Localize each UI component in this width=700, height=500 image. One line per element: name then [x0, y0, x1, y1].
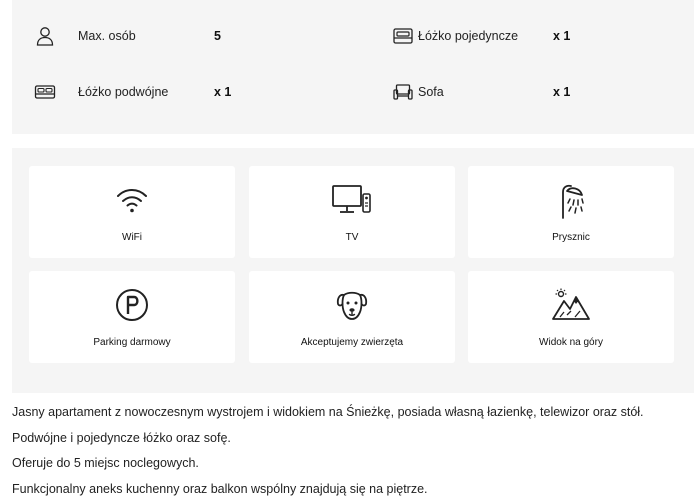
capacity-value: 5	[214, 29, 221, 43]
amenity-label: TV	[345, 232, 359, 243]
sofa-value: x 1	[553, 85, 571, 99]
amenities-panel	[12, 148, 694, 393]
tv-icon	[331, 182, 373, 218]
beds-row	[12, 21, 694, 51]
double-bed-icon	[34, 81, 56, 103]
amenity-tile-pets	[249, 271, 455, 363]
description-paragraph: Jasny apartament z nowoczesnym wystrojem i widokiem na Śnieżkę, posiada własną łazienkę, telewizor oraz stół.	[12, 405, 644, 419]
amenity-label: Parking darmowy	[93, 337, 171, 348]
amenity-tile-wifi	[29, 166, 235, 258]
double-bed-item	[12, 77, 352, 107]
double-bed-label: Łóżko podwójne	[78, 85, 169, 99]
amenity-tile-mountain-view	[468, 271, 674, 363]
single-bed-icon	[392, 25, 414, 47]
amenity-label: Prysznic	[552, 232, 590, 243]
description-paragraph: Oferuje do 5 miejsc noclegowych.	[12, 456, 199, 470]
beds-row	[12, 77, 694, 107]
single-bed-item	[370, 21, 690, 51]
capacity-item	[12, 21, 352, 51]
amenity-tile-parking	[29, 271, 235, 363]
double-bed-value: x 1	[214, 85, 232, 99]
mountain-view-icon	[551, 287, 591, 323]
amenity-label: WiFi	[122, 232, 142, 243]
description-paragraph: Podwójne i pojedyncze łóżko oraz sofę.	[12, 430, 231, 445]
amenity-label: Akceptujemy zwierzęta	[300, 337, 404, 348]
capacity-label: Max. osób	[78, 29, 136, 43]
parking-icon	[114, 287, 150, 323]
sofa-item	[370, 77, 690, 107]
single-bed-value: x 1	[553, 29, 571, 43]
apartment-description	[12, 404, 692, 500]
pet-dog-icon	[334, 287, 370, 323]
person-icon	[34, 25, 56, 47]
sofa-label: Sofa	[418, 85, 444, 99]
beds-panel	[12, 0, 694, 134]
description-paragraph: Funkcjonalny aneks kuchenny oraz balkon wspólny znajdują się na piętrze.	[12, 481, 428, 496]
amenity-tile-tv	[249, 166, 455, 258]
amenity-tile-shower	[468, 166, 674, 258]
amenity-label: Widok na góry	[539, 337, 603, 348]
sofa-icon	[392, 81, 414, 103]
shower-icon	[553, 182, 589, 222]
wifi-icon	[114, 182, 150, 218]
single-bed-label: Łóżko pojedyncze	[418, 29, 519, 43]
